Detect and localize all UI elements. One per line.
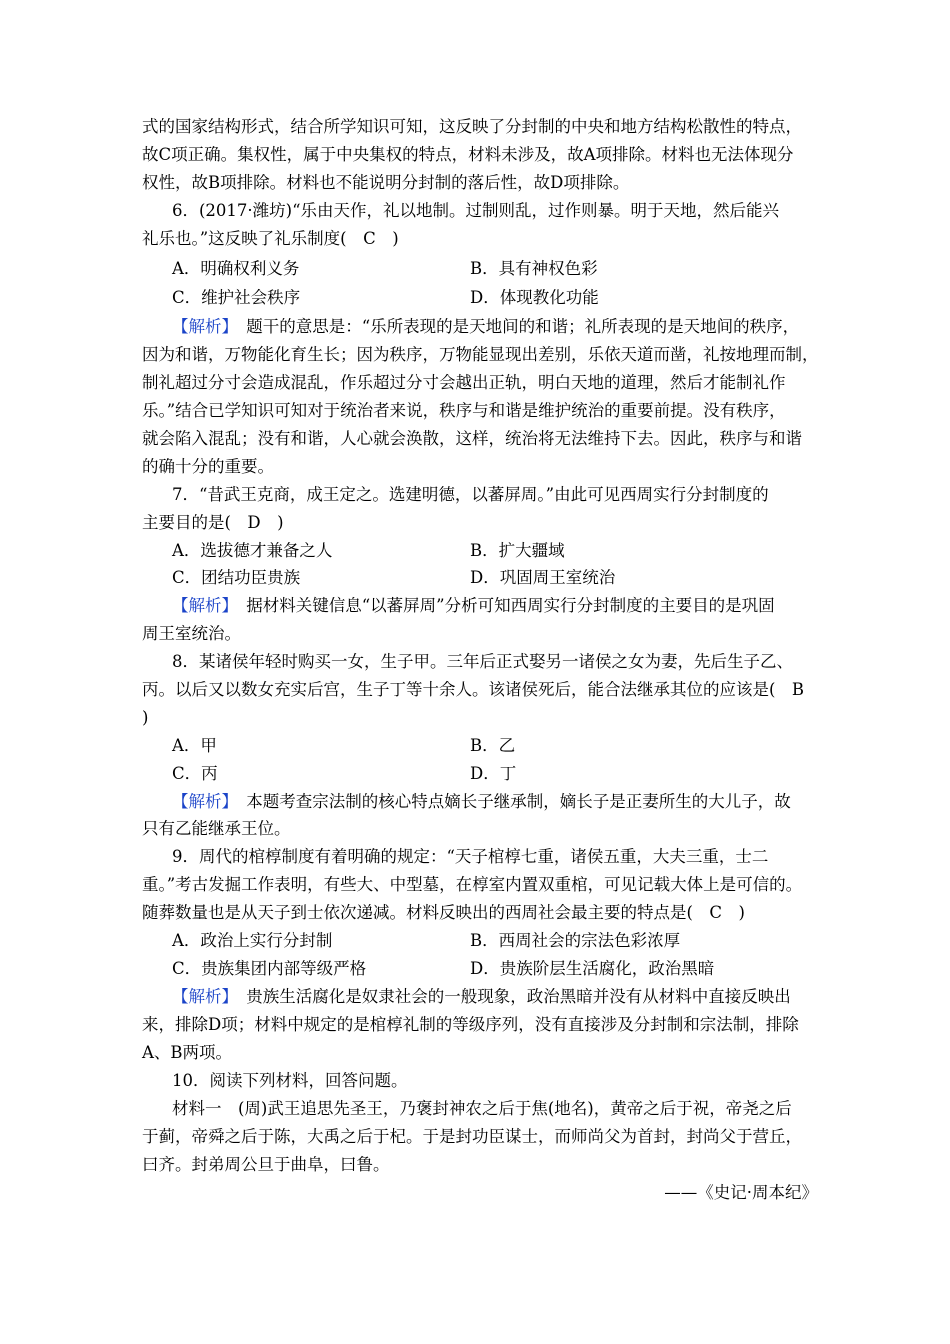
q6-analysis-line-2: 因为和谐，万物能化育生长；因为秩序，万物能显现出差别，乐依天道而凿，礼按地理而制， [142, 345, 819, 364]
q8-option-a: A．甲 [172, 736, 217, 755]
intro-line-1: 式的国家结构形式，结合所学知识可知，这反映了分封制的中央和地方结构松散性的特点， [142, 117, 802, 136]
q9-stem-line-2: 重。”考古发掘工作表明，有些大、中型墓，在椁室内置双重棺，可见记载大体上是可信的。 [142, 875, 803, 894]
q6-analysis-line-5: 就会陷入混乱；没有和谐，人心就会涣散，这样，统治将无法维持下去。因此，秩序与和谐 [142, 429, 802, 448]
q7-option-d: D．巩固周王室统治 [470, 568, 616, 587]
q9-option-a: A．政治上实行分封制 [172, 931, 333, 950]
q6-option-b: B．具有神权色彩 [470, 259, 598, 278]
q6-analysis-line-3: 制礼超过分寸会造成混乱，作乐超过分寸会越出正轨，明白天地的道理，然后才能制礼作 [142, 373, 786, 392]
q8-stem-line-2: 丙。以后又以数女充实后宫，生子丁等十余人。该诸侯死后，能合法继承其位的应该是( B [142, 680, 805, 699]
q6-analysis-line-4: 乐。”结合已学知识可知对于统治者来说，秩序与和谐是维护统治的重要前提。没有秩序， [142, 401, 786, 420]
q8-option-c: C．丙 [172, 764, 218, 783]
q6-option-a: A．明确权利义务 [172, 259, 300, 278]
q8-stem-line-1: 8．某诸侯年轻时购买一女，生子甲。三年后正式娶另一诸侯之女为妻，先后生子乙、 [172, 652, 793, 671]
q7-option-c: C．团结功臣贵族 [172, 568, 301, 587]
analysis-tag: 【解析】 [172, 317, 230, 336]
q7-option-b: B．扩大疆域 [470, 541, 565, 560]
q10-stem: 10．阅读下列材料，回答问题。 [172, 1071, 408, 1090]
q7-analysis-line-2: 周王室统治。 [142, 624, 241, 643]
q10-material-line-3: 曰齐。封弟周公旦于曲阜，曰鲁。 [142, 1155, 390, 1174]
q9-option-d: D．贵族阶层生活腐化，政治黑暗 [470, 959, 715, 978]
q8-stem-line-3: ) [142, 708, 149, 727]
q9-analysis-text: 贵族生活腐化是奴隶社会的一般现象，政治黑暗并没有从材料中直接反映出 [229, 987, 791, 1006]
q6-option-d: D．体现教化功能 [470, 288, 599, 307]
intro-line-2: 故C项正确。集权性，属于中央集权的特点，材料未涉及，故A项排除。材料也无法体现分 [142, 145, 794, 164]
q8-option-d: D．丁 [470, 764, 517, 783]
q7-analysis-text: 据材料关键信息“以蕃屏周”分析可知西周实行分封制度的主要目的是巩固 [229, 596, 775, 615]
q9-analysis-line-3: A、B两项。 [142, 1043, 233, 1062]
q8-option-b: B．乙 [470, 736, 516, 755]
q9-option-c: C．贵族集团内部等级严格 [172, 959, 367, 978]
q6-stem-line-1: 6．(2017·潍坊)“乐由天作，礼以地制。过制则乱，过作则暴。明于天地，然后能兴 [172, 201, 780, 220]
analysis-tag: 【解析】 [172, 987, 230, 1006]
intro-line-3: 权性，故B项排除。材料也不能说明分封制的落后性，故D项排除。 [142, 173, 630, 192]
q7-stem-line-2: 主要目的是( D ) [142, 513, 284, 532]
q8-analysis-line-2: 只有乙能继承王位。 [142, 819, 291, 838]
q9-analysis-line-2: 来，排除D项；材料中规定的是棺椁礼制的等级序列，没有直接涉及分封制和宗法制，排除 [142, 1015, 799, 1034]
q9-stem-line-3: 随葬数量也是从天子到士依次递减。材料反映出的西周社会最主要的特点是( C ) [142, 903, 745, 922]
q6-analysis-text: 题干的意思是：“乐所表现的是天地间的和谐；礼所表现的是天地间的秩序， [229, 317, 800, 336]
q9-option-b: B．西周社会的宗法色彩浓厚 [470, 931, 681, 950]
q6-stem-line-2: 礼乐也。”这反映了礼乐制度( C ) [142, 229, 399, 248]
q10-material-line-1: 材料一 (周)武王追思先圣王，乃褒封神农之后于焦(地名)，黄帝之后于祝，帝尧之后 [172, 1099, 792, 1118]
q7-analysis-line-1 [172, 592, 818, 620]
analysis-tag: 【解析】 [172, 596, 230, 615]
q6-analysis-line-1 [172, 313, 818, 341]
q10-source: ——《史记·周本纪》 [664, 1183, 818, 1202]
q6-analysis-line-6: 的确十分的重要。 [142, 457, 274, 476]
q8-analysis-line-1 [172, 788, 818, 816]
q7-stem-line-1: 7．“昔武王克商，成王定之。选建明德，以蕃屏周。”由此可见西周实行分封制度的 [172, 485, 769, 504]
q8-analysis-text: 本题考查宗法制的核心特点嫡长子继承制，嫡长子是正妻所生的大儿子，故 [229, 792, 791, 811]
q6-option-c: C．维护社会秩序 [172, 288, 301, 307]
q7-option-a: A．选拔德才兼备之人 [172, 541, 333, 560]
q10-material-line-2: 于蓟，帝舜之后于陈，大禹之后于杞。于是封功臣谋士，而师尚父为首封，封尚父于营丘， [142, 1127, 802, 1146]
q9-analysis-line-1 [172, 983, 818, 1011]
q9-stem-line-1: 9．周代的棺椁制度有着明确的规定：“天子棺椁七重，诸侯五重，大夫三重，士二 [172, 847, 769, 866]
analysis-tag: 【解析】 [172, 792, 230, 811]
